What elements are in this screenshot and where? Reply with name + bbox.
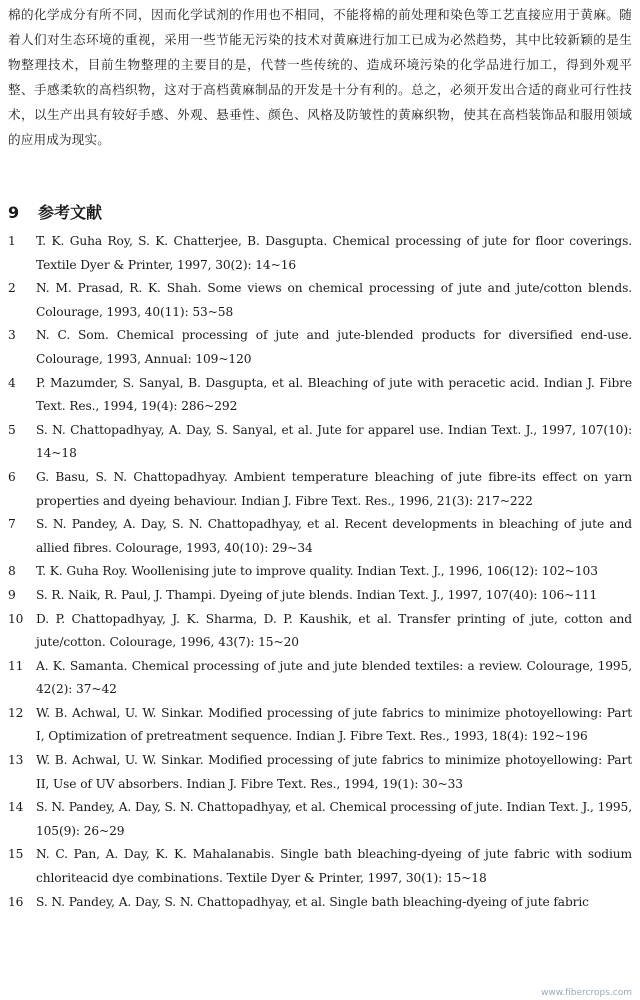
- reference-item: [8, 466, 632, 513]
- reference-number: 11: [8, 658, 24, 673]
- reference-number: 2: [8, 281, 16, 296]
- reference-item: [8, 891, 632, 915]
- reference-item: [8, 277, 632, 324]
- reference-text: S. R. Naik, R. Paul, J. Thampi. Dyeing of jute blends. Indian Text. J., 1997, 107(40): 106~111: [36, 587, 598, 602]
- reference-text: N. C. Pan, A. Day, K. K. Mahalanabis. Single bath bleaching-dyeing of jute fabric with sodium chloriteacid dye combinations. Textile Dyer & Printer, 1997, 30(1): 15~18: [36, 847, 632, 886]
- reference-number: 16: [8, 894, 24, 909]
- intro-paragraph: 棉的化学成分有所不同，因而化学试剂的作用也不相同，不能将棉的前处理和染色等工艺直接应用于黄麻。随着人们对生态环境的重视，采用一些节能无污染的技术对黄麻进行加工已成为必然趋势，其中比较新颖的是生物整理技术，目前生物整理的主要目的是，代替一些传统的、造成环境污染的化学品进行加工，得到外观平整、手感柔软的高档织物，这对于高档黄麻制品的开发是十分有利的。总之，必须开发出合适的商业可行性技术，以生产出具有较好手感、外观、悬垂性、颜色、风格及防皱性的黄麻织物，使其在高档装饰品和服用领域的应用成为现实。: [8, 7, 632, 147]
- reference-item: [8, 372, 632, 419]
- reference-item: [8, 419, 632, 466]
- reference-text: T. K. Guha Roy. Woollenising jute to improve quality. Indian Text. J., 1996, 106(12): 102~103: [36, 564, 598, 579]
- reference-text: W. B. Achwal, U. W. Sinkar. Modified processing of jute fabrics to minimize photoyellowing: Part II, Use of UV absorbers. Indian J. Fibre Text. Res., 1994, 19(1): 30~33: [36, 753, 632, 791]
- reference-item: [8, 749, 632, 796]
- reference-text: W. B. Achwal, U. W. Sinkar. Modified processing of jute fabrics to minimize photoyellowing: Part I, Optimization of pretreatment sequence. Indian J. Fibre Text. Res., 1993, 18(4): 192~196: [36, 705, 632, 744]
- reference-item: [8, 843, 632, 890]
- reference-text: S. N. Pandey, A. Day, S. N. Chattopadhyay, et al. Chemical processing of jute. Indian Text. J., 1995, 105(9): 26~29: [36, 800, 632, 838]
- reference-number: 9: [8, 587, 16, 602]
- section-heading: [8, 202, 632, 224]
- reference-number: 7: [8, 517, 16, 532]
- reference-text: S. N. Chattopadhyay, A. Day, S. Sanyal, et al. Jute for apparel use. Indian Text. J., 1997, 107(10): 14~18: [36, 422, 632, 461]
- reference-text: G. Basu, S. N. Chattopadhyay. Ambient temperature bleaching of jute fibre-its effect on yarn properties and dyeing behaviour. Indian J. Fibre Text. Res., 1996, 21(3): 217~222: [36, 469, 632, 508]
- reference-item: [8, 230, 632, 277]
- reference-item: [8, 584, 632, 608]
- reference-number: 10: [8, 611, 24, 626]
- reference-number: 12: [8, 705, 24, 720]
- reference-number: 13: [8, 753, 24, 768]
- reference-number: 6: [8, 469, 16, 484]
- reference-list: [8, 230, 632, 914]
- reference-number: 4: [8, 375, 16, 390]
- reference-text: D. P. Chattopadhyay, J. K. Sharma, D. P. Kaushik, et al. Transfer printing of jute, cotton and jute/cotton. Colourage, 1996, 43(7): 15~20: [36, 611, 632, 650]
- reference-item: [8, 655, 632, 702]
- reference-text: A. K. Samanta. Chemical processing of jute and jute blended textiles: a review. Colourage, 1995, 42(2): 37~42: [36, 658, 632, 697]
- reference-item: [8, 796, 632, 843]
- reference-number: 1: [8, 234, 16, 248]
- reference-number: 14: [8, 800, 24, 815]
- reference-text: S. N. Pandey, A. Day, S. N. Chattopadhyay, et al. Single bath bleaching-dyeing of jute fabric: [36, 894, 589, 909]
- reference-item: [8, 324, 632, 371]
- reference-item: [8, 560, 632, 584]
- reference-text: N. M. Prasad, R. K. Shah. Some views on chemical processing of jute and jute/cotton blends. Colourage, 1993, 40(11): 53~58: [36, 281, 632, 319]
- reference-text: P. Mazumder, S. Sanyal, B. Dasgupta, et al. Bleaching of jute with peracetic acid. Indian J. Fibre Text. Res., 1994, 19(4): 286~292: [36, 375, 632, 414]
- site-watermark: www.fibercrops.com: [541, 988, 632, 998]
- reference-item: [8, 513, 632, 560]
- reference-text: N. C. Som. Chemical processing of jute and jute-blended products for diversified end-use. Colourage, 1993, Annual: 109~120: [36, 328, 632, 366]
- reference-text: S. N. Pandey, A. Day, S. N. Chattopadhyay, et al. Recent developments in bleaching of jute and allied fibres. Colourage, 1993, 40(10): 29~34: [36, 517, 632, 555]
- reference-item: [8, 702, 632, 749]
- section-number: 9: [8, 203, 20, 222]
- reference-text: T. K. Guha Roy, S. K. Chatterjee, B. Dasgupta. Chemical processing of jute for floor coverings. Textile Dyer & Printer, 1997, 30(2): 14~16: [36, 234, 632, 272]
- reference-number: 15: [8, 847, 24, 862]
- reference-number: 3: [8, 328, 16, 343]
- reference-number: 5: [8, 422, 16, 437]
- reference-number: 8: [8, 564, 16, 579]
- section-title: 参考文献: [38, 203, 103, 222]
- reference-item: [8, 608, 632, 655]
